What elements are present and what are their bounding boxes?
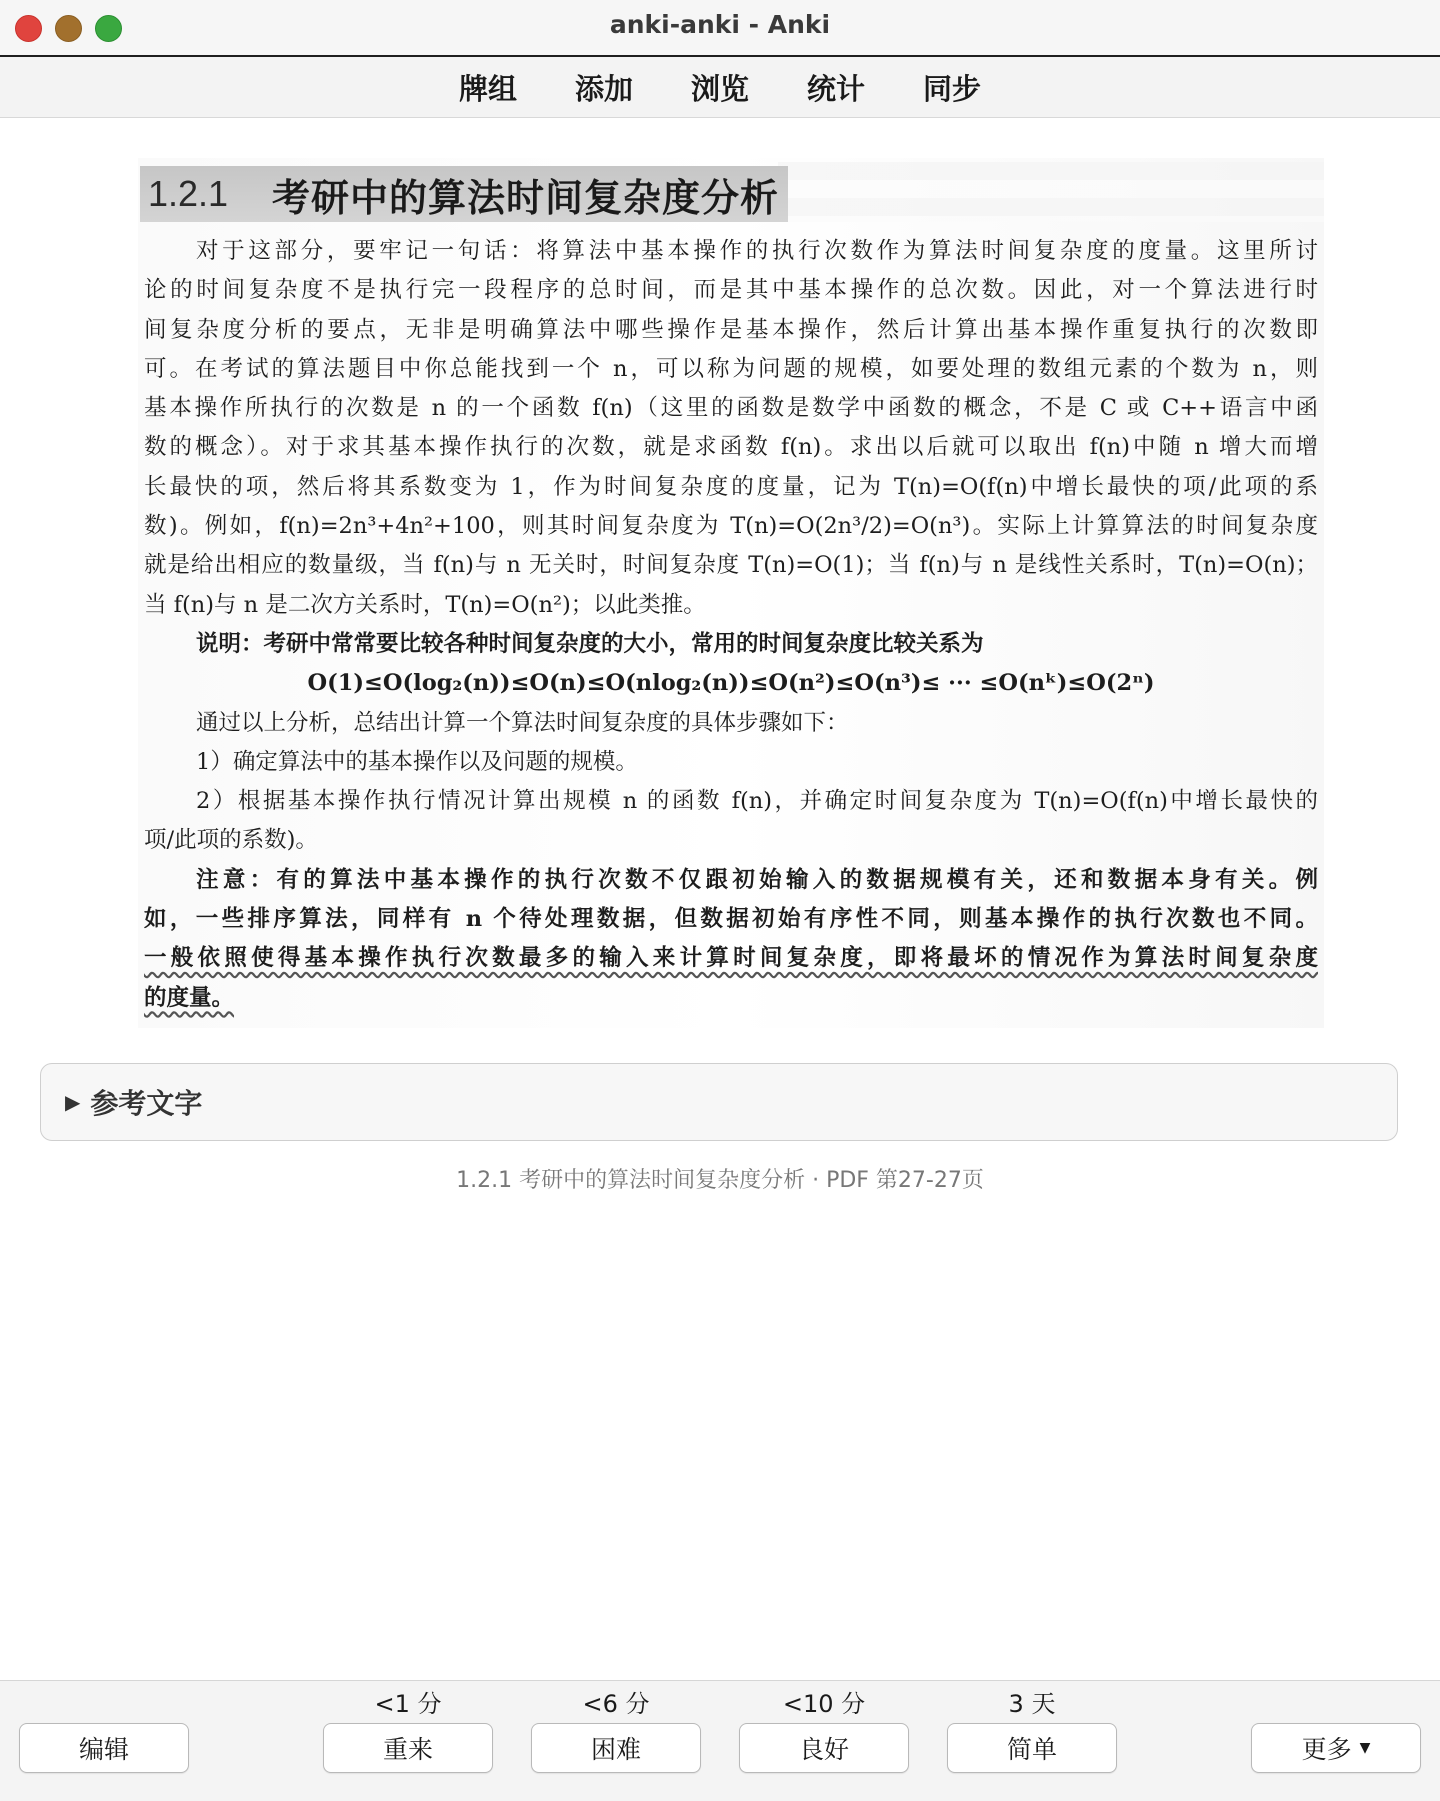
scan-line: 论的时间复杂度不是执行完一段程序的总时间，而是其中基本操作的总次数。因此，对一个算法进行时 [144, 277, 1318, 304]
scan-bleed-through [778, 162, 1324, 222]
good-interval: <10 分 [782, 1690, 866, 1718]
scan-line: 说明：考研中常常要比较各种时间复杂度的大小，常用的时间复杂度比较关系为 [196, 630, 984, 657]
scan-line: 长最快的项，然后将其系数变为 1，作为时间复杂度的度量，记为 T(n)=O(f(n)中增长最快的项/此项的系 [144, 473, 1318, 500]
disclosure-triangle-icon: ▶ [65, 1090, 81, 1114]
easy-interval: 3 天 [1008, 1690, 1056, 1718]
reference-text-label: 参考文字 [90, 1087, 203, 1120]
scan-line: 如，一些排序算法，同样有 n 个待处理数据，但数据初始有序性不同，则基本操作的执行次数也不同。 [144, 906, 1318, 933]
scan-heading [140, 166, 788, 222]
scan-line: 就是给出相应的数量级，当 f(n)与 n 无关时，时间复杂度 T(n)=O(1)；当 f(n)与 n 是线性关系时，T(n)=O(n)； [144, 552, 1318, 579]
nav-sync[interactable]: 同步 [923, 71, 982, 106]
nav-stats[interactable]: 统计 [807, 71, 866, 106]
scan-line: 项/此项的系数)。 [144, 827, 318, 854]
hard-interval: <6 分 [582, 1690, 650, 1718]
window-title: anki-anki - Anki [609, 10, 831, 39]
scan-heading-title: 考研中的算法时间复杂度分析 [272, 174, 780, 220]
edit-button[interactable]: 编辑 [19, 1723, 189, 1773]
scan-line: 注意：有的算法中基本操作的执行次数不仅跟初始输入的数据规模有关，还和数据本身有关。例 [196, 866, 1318, 893]
scan-body [144, 232, 1318, 1018]
source-caption: 1.2.1 考研中的算法时间复杂度分析 · PDF 第27-27页 [456, 1168, 984, 1193]
top-toolbar [0, 57, 1440, 118]
again-button[interactable]: 重来 [323, 1723, 493, 1773]
more-button-label: 更多 [1301, 1735, 1352, 1764]
again-interval: <1 分 [374, 1690, 442, 1718]
more-button[interactable] [1251, 1723, 1421, 1773]
nav-decks[interactable]: 牌组 [458, 71, 517, 106]
hard-button[interactable]: 困难 [531, 1723, 701, 1773]
reference-text-toggle[interactable] [40, 1063, 1398, 1141]
good-button[interactable]: 良好 [739, 1723, 909, 1773]
scan-line: 数)。例如，f(n)=2n³+4n²+100，则其时间复杂度为 T(n)=O(2n³/2)=O(n³)。实际上计算算法的时间复杂度 [144, 513, 1318, 540]
scan-line: 基本操作所执行的次数是 n 的一个函数 f(n)（这里的函数是数学中函数的概念，不是 C 或 C++语言中函 [144, 395, 1318, 422]
dropdown-caret-icon: ▼ [1359, 1740, 1371, 1756]
easy-button[interactable]: 简单 [947, 1723, 1117, 1773]
scan-line: 一般依照使得基本操作执行次数最多的输入来计算时间复杂度，即将最坏的情况作为算法时间复杂度 [144, 945, 1318, 972]
scan-line: 1）确定算法中的基本操作以及问题的规模。 [196, 748, 638, 775]
scan-line: 当 f(n)与 n 是二次方关系时，T(n)=O(n²)；以此类推。 [144, 591, 706, 618]
scan-line: 2）根据基本操作执行情况计算出规模 n 的函数 f(n)，并确定时间复杂度为 T(n)=O(f(n)中增长最快的 [196, 788, 1318, 815]
scan-line: 数的概念）。对于求其基本操作执行的次数，就是求函数 f(n)。求出以后就可以取出 f(n)中随 n 增大而增 [144, 434, 1318, 461]
scan-line: 可。在考试的算法题目中你总能找到一个 n，可以称为问题的规模，如要处理的数组元素的个数为 n，则 [144, 355, 1318, 382]
scan-line: 通过以上分析，总结出计算一个算法时间复杂度的具体步骤如下： [196, 709, 849, 736]
nav-add[interactable]: 添加 [574, 71, 633, 106]
answer-bar [0, 1680, 1440, 1801]
scan-formula: O(1)≤O(log₂(n))≤O(n)≤O(nlog₂(n))≤O(n²)≤O(n³)≤ ··· ≤O(nᵏ)≤O(2ⁿ) [307, 670, 1155, 697]
scan-line: 的度量。 [144, 984, 235, 1011]
scan-line: 间复杂度分析的要点，无非是明确算法中哪些操作是基本操作，然后计算出基本操作重复执行的次数即 [144, 316, 1318, 343]
card-scan-image [138, 158, 1324, 1028]
scan-line: 对于这部分，要牢记一句话：将算法中基本操作的执行次数作为算法时间复杂度的度量。这里所讨 [196, 238, 1318, 264]
scan-heading-number: 1.2.1 [148, 173, 229, 214]
nav-browse[interactable]: 浏览 [690, 71, 749, 106]
title-bar [0, 0, 1440, 57]
